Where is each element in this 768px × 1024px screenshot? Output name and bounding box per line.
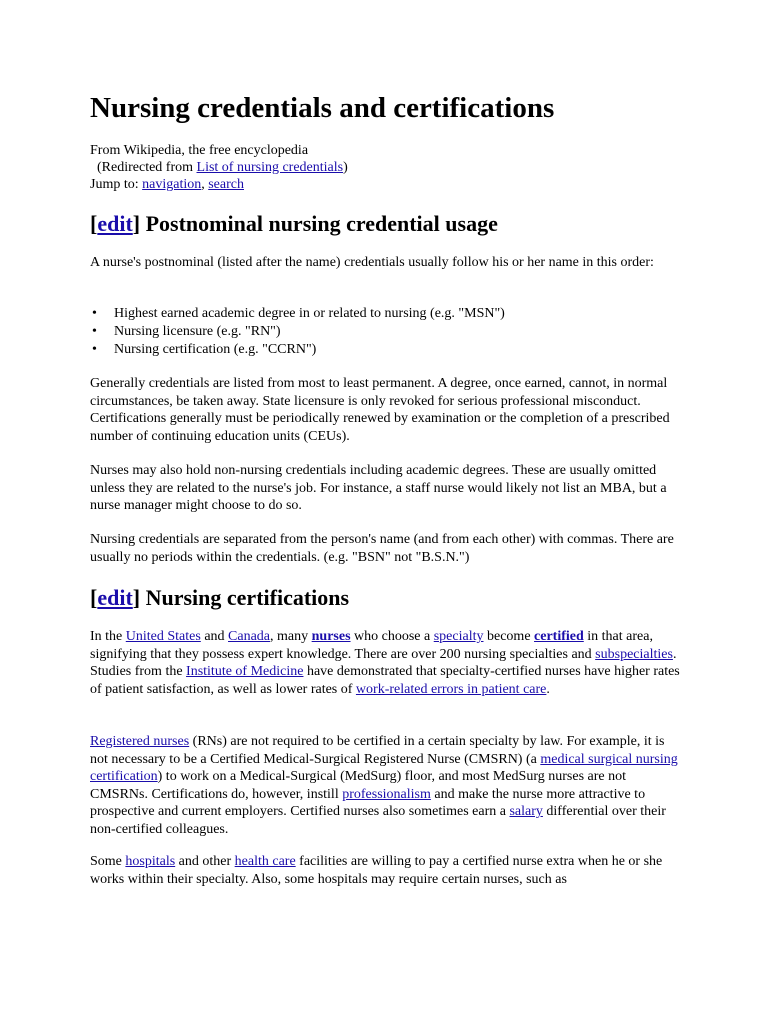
list-item-text: Nursing licensure (e.g. "RN") — [114, 324, 281, 339]
bullet-glyph: • — [92, 342, 97, 357]
jump-prefix: Jump to: — [90, 177, 143, 192]
paragraph-permanence: Generally credentials are listed from most to least permanent. A degree, once earned, cannot, in normal circumstances, be taken away. State licensure is only revoked for serious professional misconduct. Certifications generally must be periodically renewed by examination or the completion of a prescribed number of continuing education units (CEUs). — [90, 376, 670, 444]
link-registered-nurses[interactable]: Registered nurses — [90, 734, 190, 749]
section-heading-text: Nursing certifications — [140, 585, 350, 610]
paragraph-registered-nurses — [90, 733, 680, 838]
text-run: (RNs) are not required to be certified in a certain specialty by law. For example, it is not necessary to be a Certified Medical-Surgical Registered Nurse (CMSRN) (a — [90, 734, 665, 767]
text-run: have demonstrated that specialty-certified nurses have higher rates of patient satisfaction, as well as lower rates of — [90, 664, 680, 697]
text-run: ) to work on a Medical-Surgical (MedSurg) floor, and most MedSurg nurses are not CMSRNs. Certifications do, however, instill — [90, 769, 626, 802]
bullet-glyph: • — [92, 306, 97, 321]
paragraph-intro: A nurse's postnominal (listed after the name) credentials usually follow his or her name in this order: — [90, 255, 654, 270]
text-run: become — [483, 629, 535, 644]
site-tagline: From Wikipedia, the free encyclopedia — [90, 143, 309, 158]
edit-bracket-close: ] — [132, 211, 141, 236]
page-title: Nursing credentials and certifications — [90, 92, 555, 124]
link-medical-surgical-certification[interactable]: medical surgical nursing certification — [90, 751, 678, 784]
link-institute-of-medicine[interactable]: Institute of Medicine — [186, 664, 304, 679]
list-item — [90, 341, 505, 359]
redirect-notice — [97, 159, 348, 176]
text-run: facilities are willing to pay a certified nurse extra when he or she works within their specialty. Also, some hospitals may require certain nurses, such as — [90, 854, 663, 887]
text-run: in that area, signifying that they possess expert knowledge. There are over 200 nursing specialties and — [90, 629, 653, 662]
jump-search-link[interactable]: search — [208, 177, 244, 192]
link-health-care[interactable]: health care — [234, 854, 296, 869]
text-run: and — [200, 629, 229, 644]
section-heading-text: Postnominal nursing credential usage — [140, 211, 498, 236]
link-professionalism[interactable]: professionalism — [342, 786, 431, 802]
text-run: , many — [270, 629, 312, 644]
edit-section-link[interactable]: edit — [97, 585, 133, 610]
list-item — [90, 323, 505, 341]
list-item — [90, 305, 505, 323]
text-run: . — [546, 681, 550, 697]
text-run: differential over their non-certified colleagues. — [90, 804, 666, 837]
text-run: and other — [175, 854, 235, 869]
section-heading-certifications — [90, 584, 349, 612]
list-item-text: Highest earned academic degree in or related to nursing (e.g. "MSN") — [114, 306, 505, 321]
edit-section-link[interactable]: edit — [97, 211, 133, 236]
link-nurses[interactable]: nurses — [311, 629, 351, 644]
edit-bracket-close: ] — [132, 585, 141, 610]
text-run: In the — [90, 629, 126, 644]
text-run: Some — [90, 854, 126, 869]
paragraph-commas: Nursing credentials are separated from the person's name (and from each other) with commas. There are usually no periods within the credentials. (e.g. "BSN" not "B.S.N.") — [90, 532, 674, 565]
text-run: . Studies from the — [90, 646, 677, 679]
redirect-suffix: ) — [343, 160, 348, 175]
jump-separator: , — [201, 177, 209, 192]
link-salary[interactable]: salary — [509, 804, 543, 819]
jump-navigation-link[interactable]: navigation — [142, 177, 202, 192]
text-run: who choose a — [350, 629, 434, 644]
redirect-source-link[interactable]: List of nursing credentials — [196, 160, 344, 175]
link-hospitals[interactable]: hospitals — [125, 854, 176, 869]
edit-bracket-open: [ — [90, 211, 98, 236]
paragraph-certification-intro — [90, 628, 680, 698]
link-specialty[interactable]: specialty — [433, 629, 484, 644]
link-certified[interactable]: certified — [534, 629, 584, 644]
text-run: and make the nurse more attractive to prospective and current employers. Certified nurses also sometimes earn a — [90, 786, 646, 819]
list-item-text: Nursing certification (e.g. "CCRN") — [114, 342, 317, 357]
link-canada[interactable]: Canada — [228, 629, 271, 644]
paragraph-hospitals — [90, 853, 680, 888]
edit-bracket-open: [ — [90, 585, 98, 610]
paragraph-non-nursing: Nurses may also hold non-nursing credentials including academic degrees. These are usually omitted unless they are related to the nurse's job. For instance, a staff nurse would likely not list an MBA, but a nurse manager might choose to do so. — [90, 463, 667, 513]
credential-order-list — [90, 305, 505, 359]
link-subspecialties[interactable]: subspecialties — [595, 646, 673, 662]
jump-links — [90, 176, 244, 193]
link-united-states[interactable]: United States — [125, 629, 201, 644]
bullet-glyph: • — [92, 324, 97, 339]
section-heading-postnominal — [90, 210, 498, 238]
redirect-prefix: (Redirected from — [97, 160, 197, 175]
link-work-related-errors[interactable]: work-related errors in patient care — [355, 681, 547, 697]
